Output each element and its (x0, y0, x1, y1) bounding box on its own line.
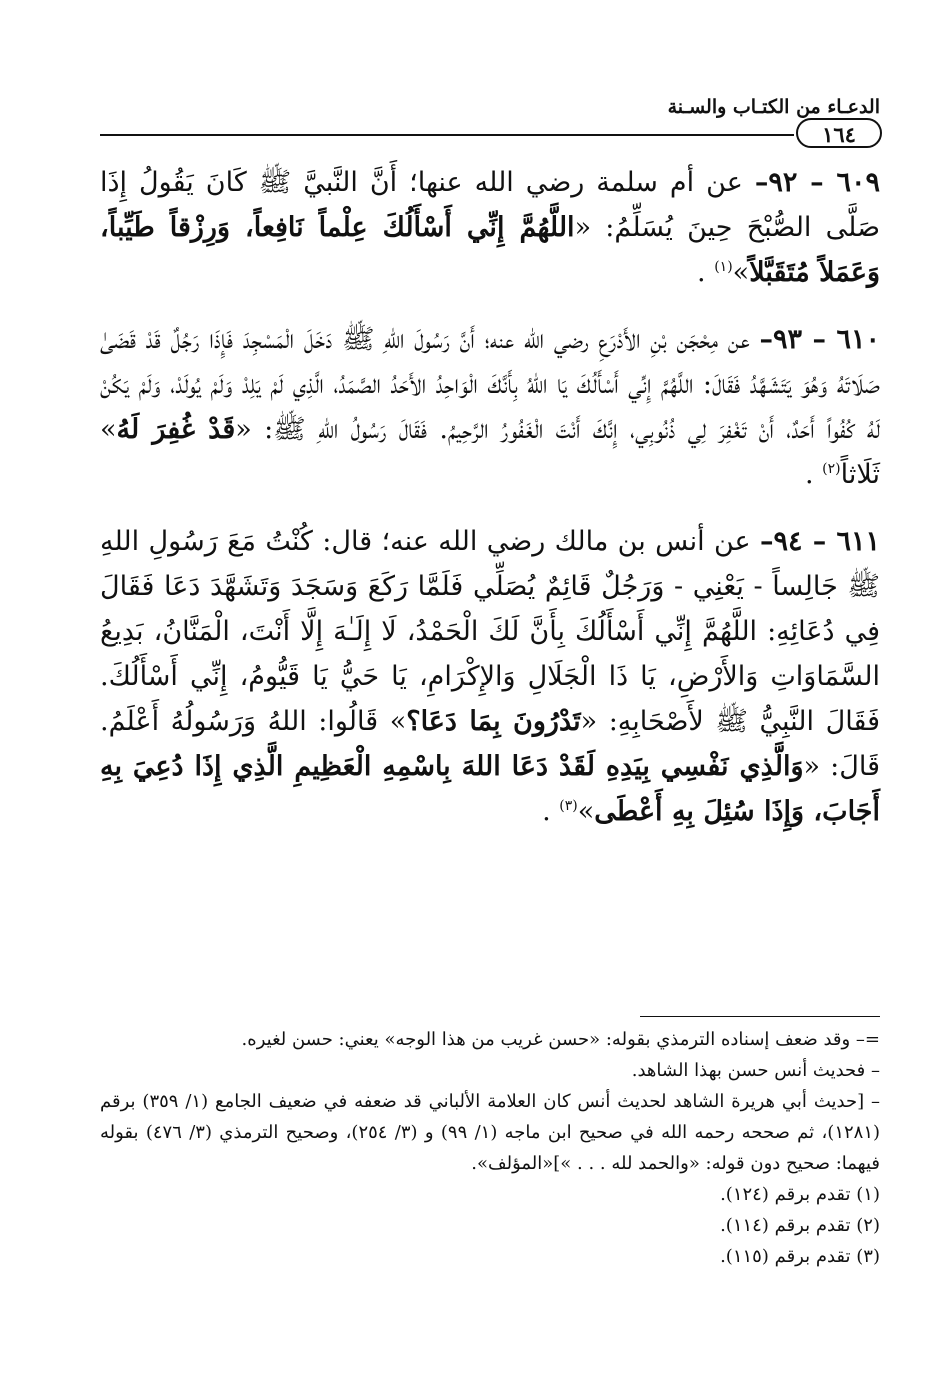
entry-number: ٦١١ – ٩٤– (760, 526, 880, 557)
footnote-3: (٣) تقدم برقم (١١٥). (720, 1246, 880, 1267)
footnote-note: – فحديث أنس حسن بهذا الشاهد. (631, 1060, 880, 1081)
footnote-ref[interactable]: (٣) (559, 798, 578, 814)
running-title: الدعـاء من الكتـاب والسـنة (667, 96, 880, 118)
entry-mid: » قَالُوا: اللهُ وَرَسُولُهُ أَعْلَمُ. قَالَ: « (100, 706, 881, 782)
hadith-entry-610 (100, 317, 880, 497)
entry-tail: » (732, 257, 750, 288)
entry-end: . (542, 796, 560, 827)
entry-tail: » (577, 796, 595, 827)
entry-end: . (697, 257, 715, 288)
entry-number: ٦١٠ – ٩٣– (759, 324, 880, 355)
footnote-ref[interactable]: (٢) (822, 461, 841, 477)
entry-text: عن مِحْجَن بْنِ الأَدْرَعِ رضي الله عنه؛ أَنَّ رَسُولَ اللهِ ﷺ دَخَلَ الْمَسْجِدَ فَإِذَا رَجُلٌ قَدْ قَضَىٰ صَلَاتَهُ وَهُوَ يَتَشَهَّدُ فَقَالَ: اللَّهُمَّ إِنِّي أَسْأَلُكَ يَا اللهُ بِأَنَّكَ الْوَاحِدُ الأَحَدُ الصَّمَدُ، الَّذِي لَمْ يَلِدْ وَلَمْ يُولَدْ، وَلَمْ يَكُنْ لَهُ كُفُواً أَحَدٌ، أَنْ تَغْفِرَ لِي ذُنُوبِي، إِنَّكَ أَنْتَ الْغَفُورُ الرَّحِيمُ. فَقَالَ رَسُولُ اللهِ ﷺ: « (100, 324, 880, 445)
footnote-2: (٢) تقدم برقم (١١٤). (720, 1215, 880, 1236)
entry-end: . (804, 459, 823, 490)
entry-tail: » ثَلَاثاً (100, 414, 880, 490)
hadith-entry-609 (100, 160, 880, 295)
dua-text-2: وَالَّذِي نَفْسِي بِيَدِهِ لَقَدْ دَعَا اللهَ بِاسْمِهِ الْعَظِيمِ الَّذِي إِذَا دُعِيَ بِهِ أَجَابَ، وَإِذَا سُئِلَ بِهِ أَعْطَى (100, 751, 880, 827)
page-number: ١٦٤ (796, 118, 882, 148)
footnote-ref[interactable]: (١) (714, 259, 733, 275)
dua-text: تَدْرُونَ بِمَا دَعَا؟ (406, 706, 581, 737)
page-header (100, 96, 880, 122)
page-body (100, 160, 880, 856)
entry-text: عن أنس بن مالك رضي الله عنه؛ قال: كُنْتُ مَعَ رَسُولِ اللهِ ﷺ جَالِساً - يَعْنِي - وَرَجُلٌ قَائِمٌ يُصَلِّي فَلَمَّا رَكَعَ وَسَجَدَ وَتَشَهَّدَ دَعَا فَقَالَ فِي دُعَائِهِ: اللَّهُمَّ إِنِّي أَسْأَلُكَ بِأَنَّ لَكَ الْحَمْدُ، لَا إِلَـٰهَ إِلَّا أَنْتَ، الْمَنَّانُ، بَدِيعُ السَّمَاوَاتِ وَالأَرْضِ، يَا ذَا الْجَلَالِ وَالإِكْرَامِ، يَا حَيُّ يَا قَيُّومُ، إِنِّي أَسْأَلُكَ. فَقَالَ النَّبِيُّ ﷺ لأَصْحَابِهِ: « (100, 526, 881, 737)
dua-text: اللَّهُمَّ إِنِّي أَسْأَلُكَ عِلْماً نَافِعاً، وَرِزْقاً طَيِّباً، وَعَمَلاً مُتَقَبَّلاً (100, 212, 880, 288)
footnote-continuation: =– وقد ضعف إسناده الترمذي بقوله: «حسن غريب من هذا الوجه» يعني: حسن لغيره. (241, 1029, 880, 1050)
footnote-1: (١) تقدم برقم (١٢٤). (720, 1184, 880, 1205)
hadith-entry-611 (100, 519, 880, 834)
footnote-note: – [حديث أبي هريرة الشاهد لحديث أنس كان العلامة الألباني قد ضعفه في ضعيف الجامع (١/ ٣٥٩) برقم (١٢٨١)، ثم صححه رحمه الله في صحيح ابن ماجه (١/ ٩٩) و (٣/ ٢٥٤)، وصحيح الترمذي (٣/ ٤٧٦) بقوله فيهما: صحيح دون قوله: «والحمد لله . . . »]«المؤلف». (100, 1091, 881, 1174)
entry-text: عن أم سلمة رضي الله عنها؛ أَنَّ النَّبيَّ ﷺ كَانَ يَقُولُ إِذَا صَلَّى الصُّبْحَ حِينَ يُسَلِّمُ: « (100, 167, 880, 243)
header-rule (100, 134, 794, 136)
footnotes (100, 1024, 880, 1272)
entry-number: ٦٠٩ – ٩٢– (754, 167, 880, 198)
footnote-separator (640, 1016, 880, 1017)
dua-text: قَدْ غُفِرَ لَهُ (116, 414, 236, 445)
